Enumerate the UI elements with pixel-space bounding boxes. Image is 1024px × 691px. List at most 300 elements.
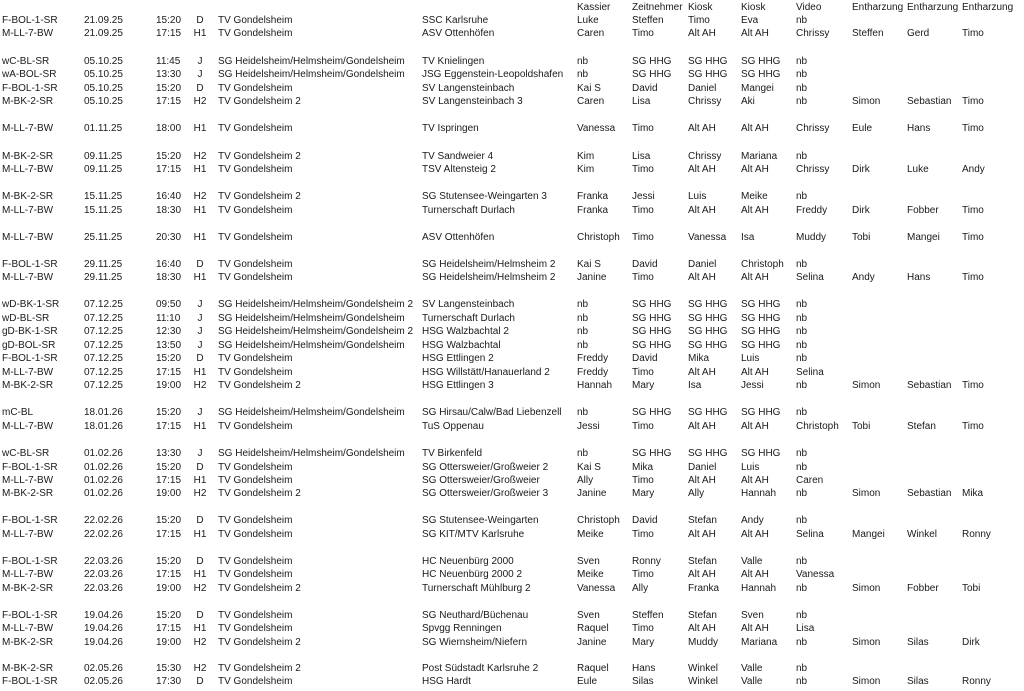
time-cell: 15:20	[156, 556, 182, 567]
kassier-cell: Raquel	[577, 623, 609, 634]
entharzung-1-cell: Andy	[852, 272, 875, 283]
header-video: Video	[796, 2, 822, 13]
date-cell: 07.12.25	[84, 299, 123, 310]
guest-team-cell: ASV Ottenhöfen	[422, 28, 495, 39]
table-row	[0, 366, 1024, 379]
kiosk-1-cell: Alt AH	[688, 272, 716, 283]
date-cell: 22.02.26	[84, 515, 123, 526]
video-cell: Muddy	[796, 232, 827, 243]
home-team-cell: TV Gondelsheim 2	[218, 380, 301, 391]
video-cell: Caren	[796, 475, 824, 486]
time-cell: 15:20	[156, 83, 182, 94]
time-cell: 19:00	[156, 488, 182, 499]
kiosk-1-cell: SG HHG	[688, 340, 728, 351]
date-cell: 21.09.25	[84, 28, 123, 39]
guest-team-cell: HC Neuenbürg 2000	[422, 556, 514, 567]
zeitnehmer-cell: Timo	[632, 367, 654, 378]
league-cell: M-BK-2-SR	[2, 637, 54, 648]
kiosk-1-cell: SG HHG	[688, 448, 728, 459]
kiosk-2-cell: Alt AH	[741, 569, 769, 580]
zeitnehmer-cell: Timo	[632, 28, 654, 39]
guest-team-cell: SG Heidelsheim/Helmsheim 2	[422, 259, 556, 270]
table-row	[0, 568, 1024, 581]
date-cell: 02.05.26	[84, 663, 123, 674]
date-cell: 09.11.25	[84, 164, 123, 175]
zeitnehmer-cell: Ally	[632, 583, 649, 594]
date-cell: 29.11.25	[84, 259, 123, 270]
league-cell: wC-BL-SR	[2, 448, 50, 459]
home-team-cell: TV Gondelsheim	[218, 83, 293, 94]
home-team-cell: TV Gondelsheim 2	[218, 488, 301, 499]
entharzung-1-cell: Simon	[852, 637, 881, 648]
home-team-cell: SG Heidelsheim/Helmsheim/Gondelsheim	[218, 407, 405, 418]
video-cell: nb	[796, 191, 808, 202]
kassier-cell: Vanessa	[577, 583, 616, 594]
kiosk-2-cell: Alt AH	[741, 475, 769, 486]
guest-team-cell: SG Stutensee-Weingarten	[422, 515, 539, 526]
date-cell: 22.03.26	[84, 583, 123, 594]
time-cell: 17:15	[156, 623, 182, 634]
kiosk-1-cell: Alt AH	[688, 569, 716, 580]
home-team-cell: SG Heidelsheim/Helmsheim/Gondelsheim 2	[218, 299, 414, 310]
zeitnehmer-cell: SG HHG	[632, 313, 672, 324]
kassier-cell: Christoph	[577, 515, 620, 526]
team-code-cell: D	[196, 610, 204, 621]
zeitnehmer-cell: SG HHG	[632, 326, 672, 337]
league-cell: F-BOL-1-SR	[2, 462, 58, 473]
entharzung-3-cell: Timo	[962, 421, 984, 432]
zeitnehmer-cell: Mika	[632, 462, 654, 473]
header-entharzung-2: Entharzung	[907, 2, 959, 13]
table-row	[0, 204, 1024, 217]
guest-team-cell: TV Knielingen	[422, 56, 485, 67]
video-cell: Selina	[796, 367, 824, 378]
zeitnehmer-cell: Mary	[632, 637, 655, 648]
league-cell: F-BOL-1-SR	[2, 15, 58, 26]
guest-team-cell: HSG Hardt	[422, 676, 471, 687]
league-cell: M-LL-7-BW	[2, 569, 54, 580]
home-team-cell: TV Gondelsheim	[218, 569, 293, 580]
home-team-cell: TV Gondelsheim	[218, 556, 293, 567]
team-code-cell: H2	[193, 380, 207, 391]
kiosk-1-cell: Alt AH	[688, 205, 716, 216]
league-cell: M-BK-2-SR	[2, 380, 54, 391]
kiosk-1-cell: Alt AH	[688, 529, 716, 540]
video-cell: Freddy	[796, 205, 828, 216]
home-team-cell: TV Gondelsheim	[218, 515, 293, 526]
guest-team-cell: SG Stutensee-Weingarten 3	[422, 191, 547, 202]
video-cell: nb	[796, 313, 808, 324]
table-row	[0, 555, 1024, 568]
home-team-cell: SG Heidelsheim/Helmsheim/Gondelsheim	[218, 448, 405, 459]
date-cell: 05.10.25	[84, 69, 123, 80]
league-cell: wA-BOL-SR	[2, 69, 57, 80]
time-cell: 15:20	[156, 407, 182, 418]
home-team-cell: TV Gondelsheim 2	[218, 151, 301, 162]
time-cell: 17:15	[156, 164, 182, 175]
kiosk-1-cell: Stefan	[688, 610, 717, 621]
date-cell: 15.11.25	[84, 205, 123, 216]
kiosk-1-cell: Winkel	[688, 676, 719, 687]
home-team-cell: SG Heidelsheim/Helmsheim/Gondelsheim 2	[218, 326, 414, 337]
team-code-cell: H2	[193, 151, 207, 162]
kiosk-1-cell: Franka	[688, 583, 720, 594]
time-cell: 19:00	[156, 583, 182, 594]
home-team-cell: TV Gondelsheim	[218, 205, 293, 216]
entharzung-1-cell: Simon	[852, 380, 881, 391]
zeitnehmer-cell: SG HHG	[632, 340, 672, 351]
time-cell: 17:15	[156, 28, 182, 39]
home-team-cell: TV Gondelsheim	[218, 164, 293, 175]
guest-team-cell: HSG Walzbachtal	[422, 340, 501, 351]
home-team-cell: TV Gondelsheim	[218, 623, 293, 634]
zeitnehmer-cell: Steffen	[632, 610, 664, 621]
zeitnehmer-cell: David	[632, 353, 658, 364]
league-cell: M-BK-2-SR	[2, 663, 54, 674]
entharzung-2-cell: Luke	[907, 164, 929, 175]
time-cell: 15:20	[156, 610, 182, 621]
table-row	[0, 95, 1024, 108]
zeitnehmer-cell: Timo	[632, 164, 654, 175]
zeitnehmer-cell: David	[632, 515, 658, 526]
guest-team-cell: TuS Oppenau	[422, 421, 484, 432]
kiosk-2-cell: Mariana	[741, 637, 778, 648]
kassier-cell: nb	[577, 69, 589, 80]
league-cell: M-LL-7-BW	[2, 475, 54, 486]
time-cell: 18:30	[156, 272, 182, 283]
home-team-cell: TV Gondelsheim	[218, 123, 293, 134]
league-cell: M-LL-7-BW	[2, 272, 54, 283]
team-code-cell: H1	[193, 205, 207, 216]
time-cell: 17:15	[156, 96, 182, 107]
league-cell: F-BOL-1-SR	[2, 353, 58, 364]
time-cell: 17:15	[156, 475, 182, 486]
table-row	[0, 68, 1024, 81]
entharzung-3-cell: Dirk	[962, 637, 980, 648]
home-team-cell: TV Gondelsheim 2	[218, 663, 301, 674]
kiosk-2-cell: Alt AH	[741, 123, 769, 134]
time-cell: 19:00	[156, 637, 182, 648]
date-cell: 18.01.26	[84, 421, 123, 432]
kassier-cell: Freddy	[577, 353, 609, 364]
video-cell: nb	[796, 515, 808, 526]
kiosk-2-cell: SG HHG	[741, 313, 781, 324]
guest-team-cell: HSG Ettlingen 2	[422, 353, 494, 364]
zeitnehmer-cell: Timo	[632, 475, 654, 486]
kassier-cell: Kai S	[577, 259, 601, 270]
zeitnehmer-cell: Lisa	[632, 151, 651, 162]
zeitnehmer-cell: Timo	[632, 569, 654, 580]
team-code-cell: D	[196, 259, 204, 270]
home-team-cell: TV Gondelsheim	[218, 28, 293, 39]
table-row	[0, 271, 1024, 284]
entharzung-3-cell: Mika	[962, 488, 984, 499]
league-cell: F-BOL-1-SR	[2, 610, 58, 621]
video-cell: nb	[796, 83, 808, 94]
zeitnehmer-cell: David	[632, 259, 658, 270]
time-cell: 15:30	[156, 663, 182, 674]
kiosk-2-cell: SG HHG	[741, 407, 781, 418]
league-cell: M-LL-7-BW	[2, 28, 54, 39]
team-code-cell: H1	[193, 475, 207, 486]
kiosk-2-cell: SG HHG	[741, 340, 781, 351]
entharzung-2-cell: Winkel	[907, 529, 938, 540]
kassier-cell: Freddy	[577, 367, 609, 378]
entharzung-1-cell: Simon	[852, 676, 881, 687]
date-cell: 19.04.26	[84, 623, 123, 634]
video-cell: nb	[796, 340, 808, 351]
video-cell: nb	[796, 610, 808, 621]
team-code-cell: H1	[193, 623, 207, 634]
entharzung-1-cell: Steffen	[852, 28, 884, 39]
kiosk-2-cell: Sven	[741, 610, 764, 621]
date-cell: 05.10.25	[84, 56, 123, 67]
kiosk-2-cell: Alt AH	[741, 28, 769, 39]
guest-team-cell: TSV Altensteig 2	[422, 164, 496, 175]
video-cell: Selina	[796, 272, 824, 283]
table-row	[0, 379, 1024, 392]
team-code-cell: D	[196, 556, 204, 567]
guest-team-cell: TV Birkenfeld	[422, 448, 483, 459]
table-row	[0, 163, 1024, 176]
entharzung-1-cell: Simon	[852, 488, 881, 499]
team-code-cell: J	[197, 407, 203, 418]
zeitnehmer-cell: Timo	[632, 623, 654, 634]
kiosk-2-cell: Valle	[741, 676, 763, 687]
entharzung-2-cell: Fobber	[907, 205, 939, 216]
zeitnehmer-cell: SG HHG	[632, 407, 672, 418]
team-code-cell: D	[196, 353, 204, 364]
zeitnehmer-cell: David	[632, 83, 658, 94]
table-row	[0, 420, 1024, 433]
team-code-cell: H1	[193, 529, 207, 540]
league-cell: M-BK-2-SR	[2, 191, 54, 202]
time-cell: 18:30	[156, 205, 182, 216]
date-cell: 01.02.26	[84, 475, 123, 486]
league-cell: F-BOL-1-SR	[2, 515, 58, 526]
guest-team-cell: SV Langensteinbach 3	[422, 96, 523, 107]
guest-team-cell: Turnerschaft Mühlburg 2	[422, 583, 531, 594]
kassier-cell: Ally	[577, 475, 594, 486]
kiosk-2-cell: Alt AH	[741, 205, 769, 216]
kassier-cell: Luke	[577, 15, 599, 26]
entharzung-1-cell: Mangei	[852, 529, 885, 540]
video-cell: nb	[796, 69, 808, 80]
table-row	[0, 55, 1024, 68]
guest-team-cell: SG Neuthard/Büchenau	[422, 610, 529, 621]
date-cell: 09.11.25	[84, 151, 123, 162]
entharzung-2-cell: Silas	[907, 637, 929, 648]
table-row	[0, 122, 1024, 135]
video-cell: Christoph	[796, 421, 839, 432]
league-cell: M-LL-7-BW	[2, 205, 54, 216]
entharzung-3-cell: Timo	[962, 232, 984, 243]
kassier-cell: Christoph	[577, 232, 620, 243]
entharzung-3-cell: Ronny	[962, 529, 991, 540]
kiosk-1-cell: Isa	[688, 380, 702, 391]
home-team-cell: SG Heidelsheim/Helmsheim/Gondelsheim	[218, 69, 405, 80]
guest-team-cell: SSC Karlsruhe	[422, 15, 489, 26]
table-row	[0, 487, 1024, 500]
table-row	[0, 298, 1024, 311]
kiosk-2-cell: Meike	[741, 191, 768, 202]
home-team-cell: SG Heidelsheim/Helmsheim/Gondelsheim	[218, 313, 405, 324]
video-cell: nb	[796, 299, 808, 310]
home-team-cell: TV Gondelsheim	[218, 353, 293, 364]
team-code-cell: H2	[193, 583, 207, 594]
home-team-cell: SG Heidelsheim/Helmsheim/Gondelsheim	[218, 340, 405, 351]
entharzung-3-cell: Timo	[962, 28, 984, 39]
video-cell: nb	[796, 583, 808, 594]
kiosk-1-cell: Alt AH	[688, 28, 716, 39]
league-cell: M-LL-7-BW	[2, 421, 54, 432]
league-cell: gD-BK-1-SR	[2, 326, 58, 337]
entharzung-3-cell: Timo	[962, 96, 984, 107]
league-cell: M-BK-2-SR	[2, 151, 54, 162]
kassier-cell: Meike	[577, 569, 604, 580]
league-cell: M-BK-2-SR	[2, 583, 54, 594]
zeitnehmer-cell: Timo	[632, 123, 654, 134]
table-row	[0, 339, 1024, 352]
home-team-cell: TV Gondelsheim	[218, 232, 293, 243]
entharzung-3-cell: Tobi	[962, 583, 981, 594]
table-row	[0, 662, 1024, 675]
zeitnehmer-cell: Timo	[632, 272, 654, 283]
entharzung-3-cell: Timo	[962, 205, 984, 216]
table-row	[0, 190, 1024, 203]
time-cell: 11:10	[156, 313, 181, 324]
kassier-cell: Sven	[577, 556, 600, 567]
zeitnehmer-cell: Steffen	[632, 15, 664, 26]
guest-team-cell: SG Ottersweier/Großweier	[422, 475, 540, 486]
date-cell: 22.03.26	[84, 556, 123, 567]
date-cell: 07.12.25	[84, 353, 123, 364]
kiosk-2-cell: Alt AH	[741, 272, 769, 283]
guest-team-cell: Turnerschaft Durlach	[422, 205, 515, 216]
kiosk-1-cell: Ally	[688, 488, 705, 499]
time-cell: 18:00	[156, 123, 182, 134]
kiosk-1-cell: SG HHG	[688, 299, 728, 310]
video-cell: Chrissy	[796, 123, 830, 134]
video-cell: nb	[796, 448, 808, 459]
kassier-cell: Kim	[577, 151, 595, 162]
team-code-cell: H2	[193, 96, 207, 107]
time-cell: 19:00	[156, 380, 182, 391]
time-cell: 12:30	[156, 326, 182, 337]
kiosk-2-cell: Isa	[741, 232, 755, 243]
header-kiosk-1: Kiosk	[688, 2, 713, 13]
home-team-cell: TV Gondelsheim	[218, 475, 293, 486]
league-cell: gD-BOL-SR	[2, 340, 56, 351]
team-code-cell: J	[197, 299, 203, 310]
guest-team-cell: SG Wiernsheim/Niefern	[422, 637, 528, 648]
kiosk-2-cell: Alt AH	[741, 623, 769, 634]
kiosk-2-cell: SG HHG	[741, 69, 781, 80]
home-team-cell: TV Gondelsheim 2	[218, 96, 301, 107]
time-cell: 15:20	[156, 151, 182, 162]
time-cell: 13:30	[156, 448, 182, 459]
date-cell: 19.04.26	[84, 610, 123, 621]
entharzung-2-cell: Fobber	[907, 583, 939, 594]
home-team-cell: TV Gondelsheim 2	[218, 583, 301, 594]
time-cell: 16:40	[156, 259, 182, 270]
zeitnehmer-cell: Silas	[632, 676, 654, 687]
date-cell: 02.05.26	[84, 676, 123, 687]
time-cell: 11:45	[156, 56, 181, 67]
entharzung-1-cell: Simon	[852, 96, 881, 107]
header-zeitnehmer: Zeitnehmer	[632, 2, 683, 13]
league-cell: M-LL-7-BW	[2, 367, 54, 378]
kiosk-1-cell: Muddy	[688, 637, 719, 648]
kiosk-2-cell: Valle	[741, 556, 763, 567]
video-cell: nb	[796, 326, 808, 337]
team-code-cell: H1	[193, 272, 207, 283]
entharzung-2-cell: Sebastian	[907, 488, 952, 499]
kiosk-2-cell: Luis	[741, 462, 760, 473]
kiosk-2-cell: Alt AH	[741, 367, 769, 378]
team-code-cell: D	[196, 676, 204, 687]
kiosk-1-cell: Chrissy	[688, 151, 722, 162]
team-code-cell: H2	[193, 191, 207, 202]
table-row	[0, 447, 1024, 460]
kiosk-2-cell: Christoph	[741, 259, 784, 270]
kassier-cell: Franka	[577, 191, 609, 202]
league-cell: M-LL-7-BW	[2, 123, 54, 134]
guest-team-cell: SG Ottersweier/Großweier 3	[422, 488, 549, 499]
video-cell: nb	[796, 663, 808, 674]
video-cell: nb	[796, 353, 808, 364]
kiosk-1-cell: Alt AH	[688, 475, 716, 486]
date-cell: 19.04.26	[84, 637, 123, 648]
date-cell: 01.02.26	[84, 462, 123, 473]
team-code-cell: J	[197, 448, 203, 459]
guest-team-cell: SG Heidelsheim/Helmsheim 2	[422, 272, 556, 283]
entharzung-2-cell: Sebastian	[907, 96, 952, 107]
date-cell: 07.12.25	[84, 326, 123, 337]
entharzung-3-cell: Ronny	[962, 676, 991, 687]
home-team-cell: TV Gondelsheim	[218, 676, 293, 687]
zeitnehmer-cell: Lisa	[632, 96, 651, 107]
video-cell: Chrissy	[796, 164, 830, 175]
team-code-cell: H1	[193, 28, 207, 39]
league-cell: wD-BK-1-SR	[2, 299, 60, 310]
date-cell: 07.12.25	[84, 340, 123, 351]
time-cell: 16:40	[156, 191, 182, 202]
video-cell: nb	[796, 407, 808, 418]
guest-team-cell: HC Neuenbürg 2000 2	[422, 569, 523, 580]
team-code-cell: H2	[193, 488, 207, 499]
kassier-cell: Janine	[577, 272, 607, 283]
video-cell: Selina	[796, 529, 824, 540]
home-team-cell: TV Gondelsheim	[218, 272, 293, 283]
kiosk-2-cell: Valle	[741, 663, 763, 674]
guest-team-cell: JSG Eggenstein-Leopoldshafen	[422, 69, 564, 80]
kassier-cell: Kai S	[577, 462, 601, 473]
team-code-cell: H1	[193, 232, 207, 243]
kiosk-1-cell: SG HHG	[688, 407, 728, 418]
kiosk-1-cell: Mika	[688, 353, 710, 364]
kiosk-2-cell: Eva	[741, 15, 759, 26]
video-cell: nb	[796, 56, 808, 67]
date-cell: 21.09.25	[84, 15, 123, 26]
date-cell: 29.11.25	[84, 272, 123, 283]
header-kassier: Kassier	[577, 2, 611, 13]
zeitnehmer-cell: Timo	[632, 232, 654, 243]
kassier-cell: nb	[577, 448, 589, 459]
kiosk-1-cell: Daniel	[688, 83, 717, 94]
date-cell: 01.02.26	[84, 488, 123, 499]
kiosk-1-cell: Stefan	[688, 515, 717, 526]
